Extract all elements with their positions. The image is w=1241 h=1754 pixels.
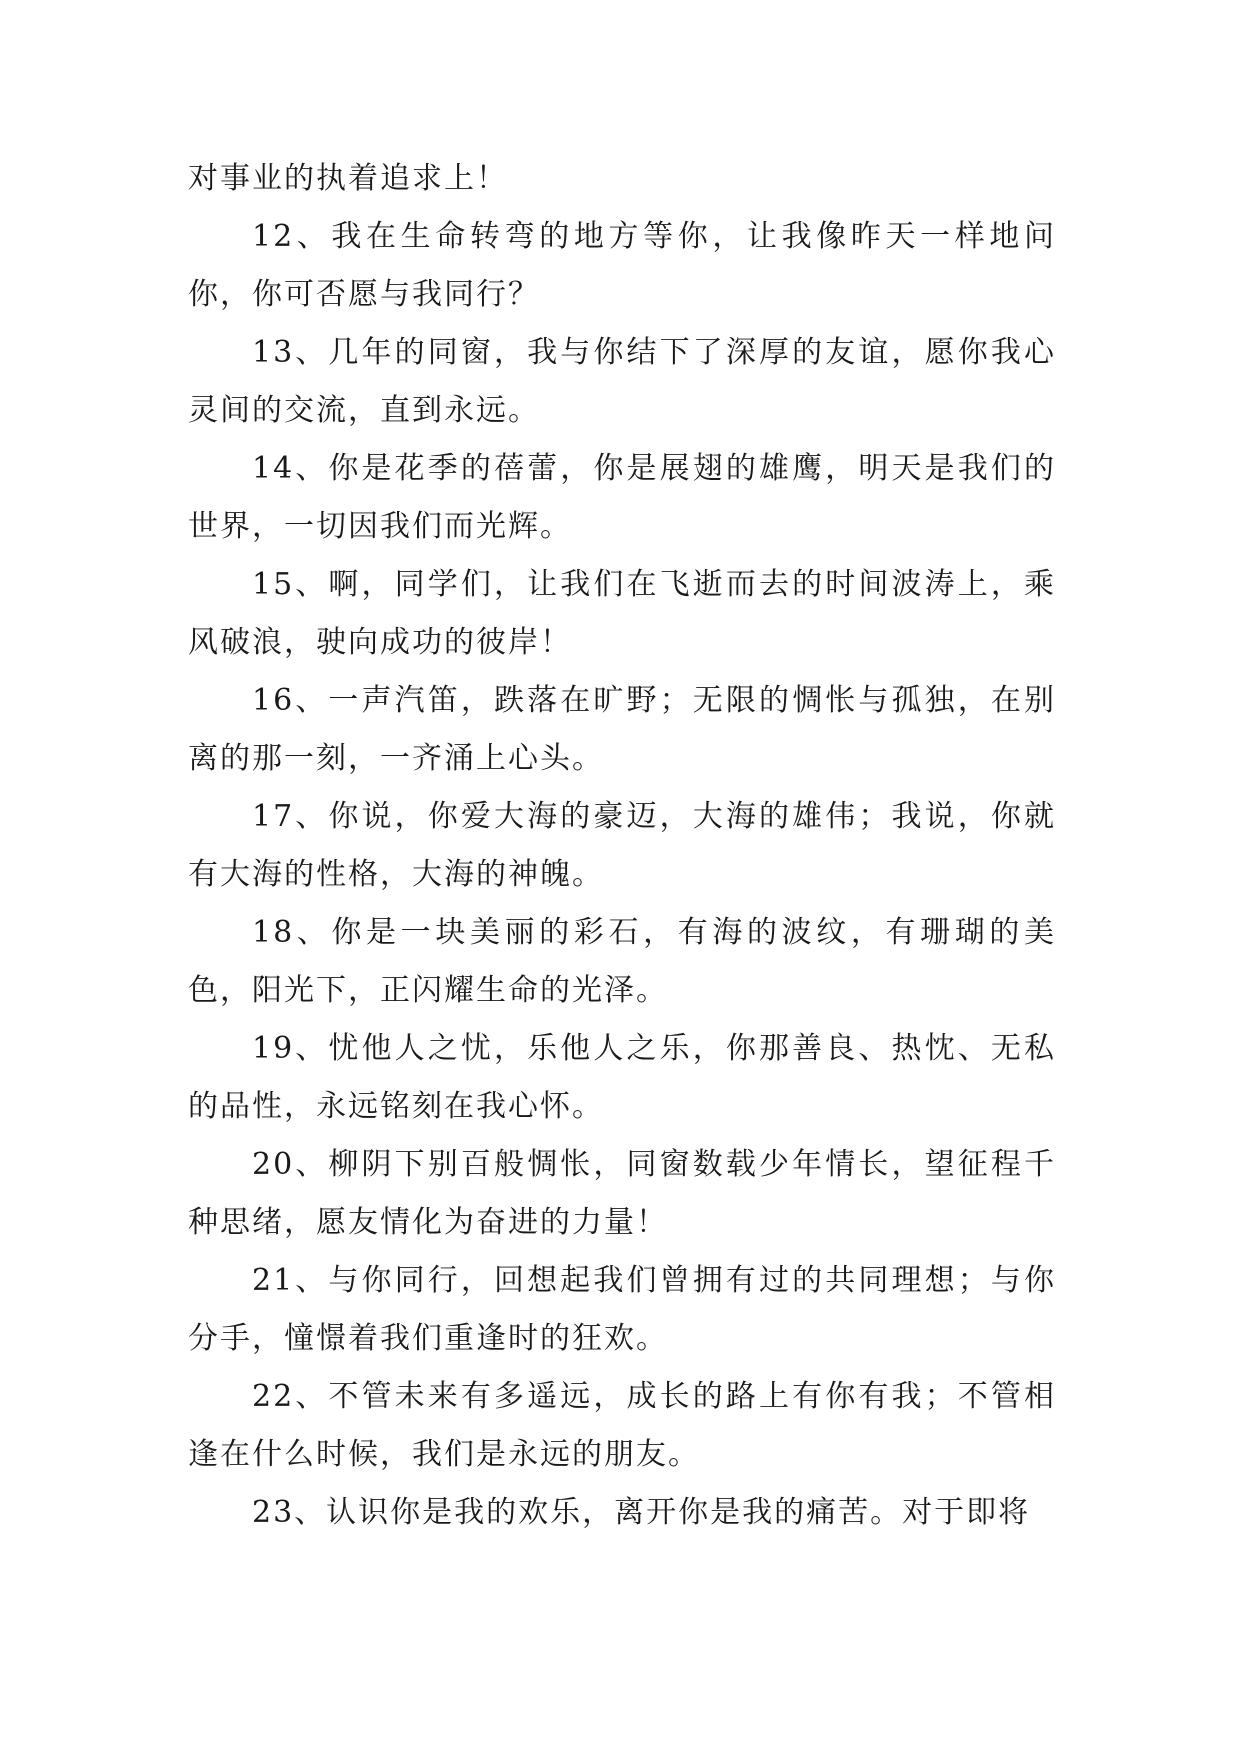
paragraph-23: 23、认识你是我的欢乐，离开你是我的痛苦。对于即将 xyxy=(252,1495,1031,1530)
paragraph-15: 15、啊，同学们，让我们在飞逝而去的时间波涛上，乘风破浪，驶向成功的彼岸！ xyxy=(188,567,1056,660)
paragraph-continuation: 对事业的执着追求上！ xyxy=(188,161,508,196)
paragraph-20: 20、柳阴下别百般惆怅，同窗数载少年情长，望征程千种思绪，愿友情化为奋进的力量！ xyxy=(188,1147,1056,1240)
paragraph-21: 21、与你同行，回想起我们曾拥有过的共同理想；与你分手，憧憬着我们重逢时的狂欢。 xyxy=(188,1263,1056,1356)
paragraph-17: 17、你说，你爱大海的豪迈，大海的雄伟；我说，你就有大海的性格，大海的神魄。 xyxy=(188,799,1056,892)
paragraph-22: 22、不管未来有多遥远，成长的路上有你有我；不管相逢在什么时候，我们是永远的朋友。 xyxy=(188,1379,1056,1472)
paragraph-19: 19、忧他人之忧，乐他人之乐，你那善良、热忱、无私的品性，永远铭刻在我心怀。 xyxy=(188,1031,1056,1124)
paragraph-16: 16、一声汽笛，跌落在旷野；无限的惆怅与孤独，在别离的那一刻，一齐涌上心头。 xyxy=(188,683,1056,776)
paragraph-12: 12、我在生命转弯的地方等你，让我像昨天一样地问你，你可否愿与我同行？ xyxy=(188,219,1056,312)
document-page xyxy=(188,150,1056,1542)
paragraph-14: 14、你是花季的蓓蕾，你是展翅的雄鹰，明天是我们的世界，一切因我们而光辉。 xyxy=(188,451,1056,544)
paragraph-18: 18、你是一块美丽的彩石，有海的波纹，有珊瑚的美色，阳光下，正闪耀生命的光泽。 xyxy=(188,915,1056,1008)
paragraph-13: 13、几年的同窗，我与你结下了深厚的友谊，愿你我心灵间的交流，直到永远。 xyxy=(188,335,1056,428)
